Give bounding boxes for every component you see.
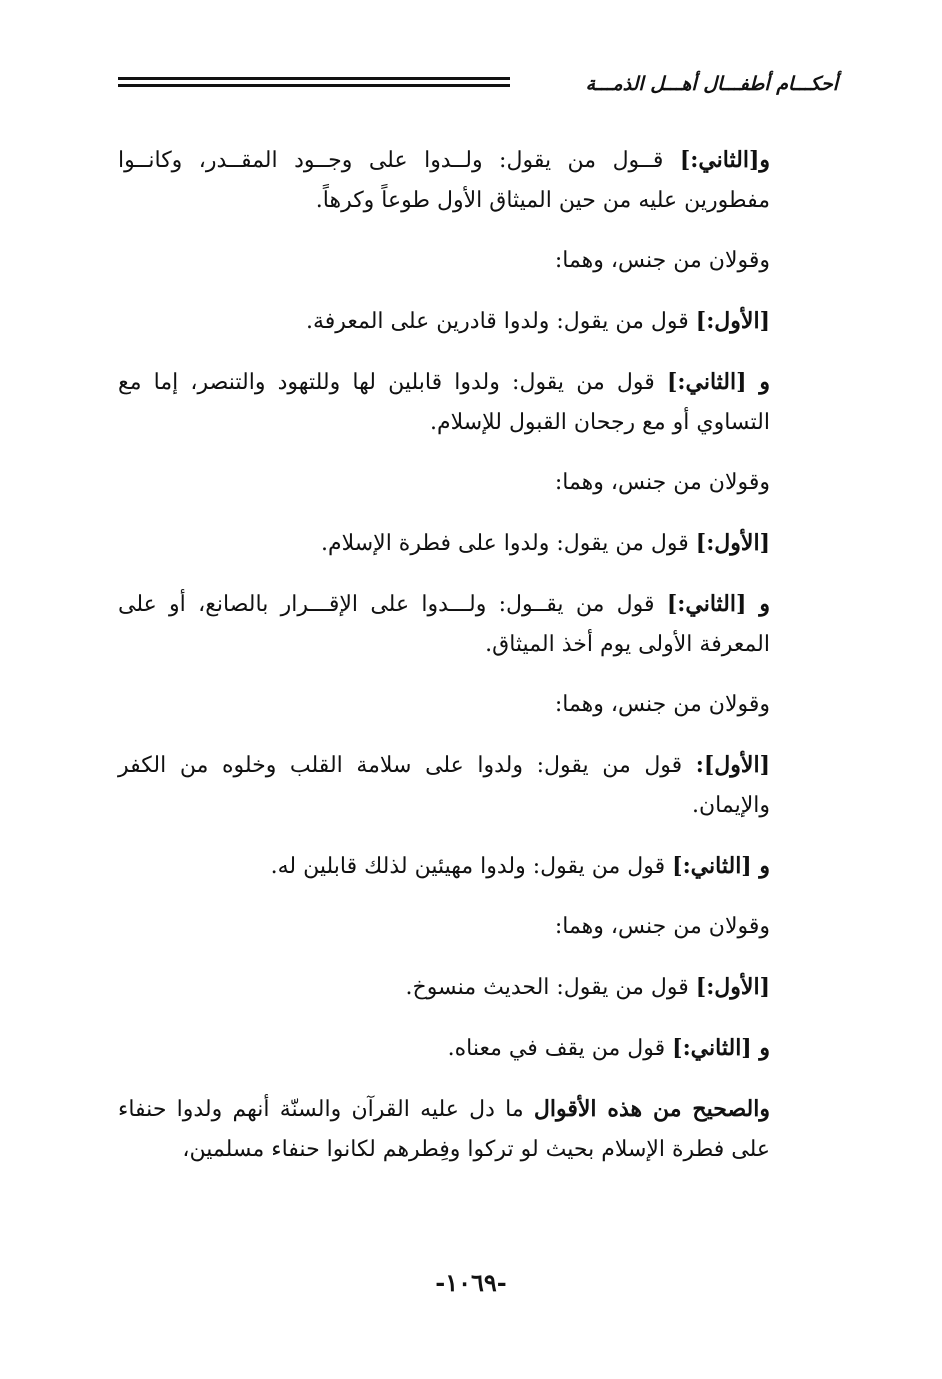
paragraph-lead: و [الثاني:] — [666, 369, 770, 395]
paragraph-2 — [118, 241, 828, 281]
paragraph-text: وقولان من جنس، وهما: — [554, 914, 770, 939]
paragraph-1 — [118, 140, 828, 221]
paragraph-11 — [118, 907, 828, 947]
running-header — [118, 66, 838, 102]
paragraph-3 — [118, 301, 828, 342]
paragraph-4 — [118, 362, 828, 443]
paragraph-13 — [118, 1028, 828, 1069]
paragraph-text: قول من يقــول: ولـــدوا على الإقـــرار بالصانع، أو على المعرفة الأولى يوم أخذ الميثاق. — [118, 592, 770, 657]
paragraph-6 — [118, 523, 828, 564]
paragraph-text: وقولان من جنس، وهما: — [554, 470, 770, 495]
paragraph-lead: و [الثاني:] — [666, 591, 770, 617]
page-number: -١٠٦٩- — [435, 1268, 507, 1297]
paragraph-9 — [118, 745, 828, 826]
paragraph-text: قول من يقف في معناه. — [447, 1036, 673, 1061]
paragraph-text: قول من يقول: ولدوا على سلامة القلب وخلوه من الكفر والإيمان. — [118, 753, 770, 818]
paragraph-text: قــول من يقول: ولــدوا على وجــود المقــدر، وكانــوا مفطورين عليه من حين الميثاق الأول طوعاً وكرهاً. — [118, 148, 770, 213]
paragraph-lead: و [الثاني:] — [672, 853, 770, 879]
paragraph-text: ما دل عليه القرآن والسنّة أنهم ولدوا حنفاء على فطرة الإسلام بحيث لو تركوا وفِطرهم لكانوا حنفاء مسلمين، — [118, 1097, 770, 1162]
paragraph-5 — [118, 463, 828, 503]
paragraph-lead: و[الثاني:] — [679, 147, 770, 173]
paragraph-7 — [118, 584, 828, 665]
paragraph-lead: و [الثاني:] — [672, 1035, 770, 1061]
paragraph-lead: [الأول:] — [695, 974, 770, 1000]
paragraph-text: وقولان من جنس، وهما: — [554, 692, 770, 717]
paragraph-lead: [الأول:] — [695, 308, 770, 334]
paragraph-text: قول من يقول: ولدوا مهيئين لذلك قابلين له. — [270, 854, 673, 879]
paragraph-text: قول من يقول: ولدوا قادرين على المعرفة. — [305, 309, 696, 334]
paragraph-lead: والصحيح من هذه الأقوال — [533, 1096, 770, 1122]
paragraph-8 — [118, 685, 828, 725]
header-title: أحكـــام أطفـــال أهـــل الذمـــة — [585, 73, 838, 95]
header-rule-top — [118, 77, 510, 80]
paragraph-text: قول من يقول: الحديث منسوخ. — [405, 975, 696, 1000]
paragraph-text: قول من يقول: ولدوا على فطرة الإسلام. — [320, 531, 696, 556]
paragraph-lead: [الأول:] — [695, 530, 770, 556]
paragraph-12 — [118, 967, 828, 1008]
paragraph-14 — [118, 1089, 828, 1170]
paragraph-10 — [118, 846, 828, 887]
page-body — [118, 140, 828, 1170]
paragraph-text: وقولان من جنس، وهما: — [554, 248, 770, 273]
paragraph-lead: [الأول]: — [695, 752, 770, 778]
header-rule-bottom — [118, 84, 510, 87]
paragraph-text: قول من يقول: ولدوا قابلين لها وللتهود والتنصر، إما مع التساوي أو مع رجحان القبول للإسلام. — [118, 370, 770, 435]
